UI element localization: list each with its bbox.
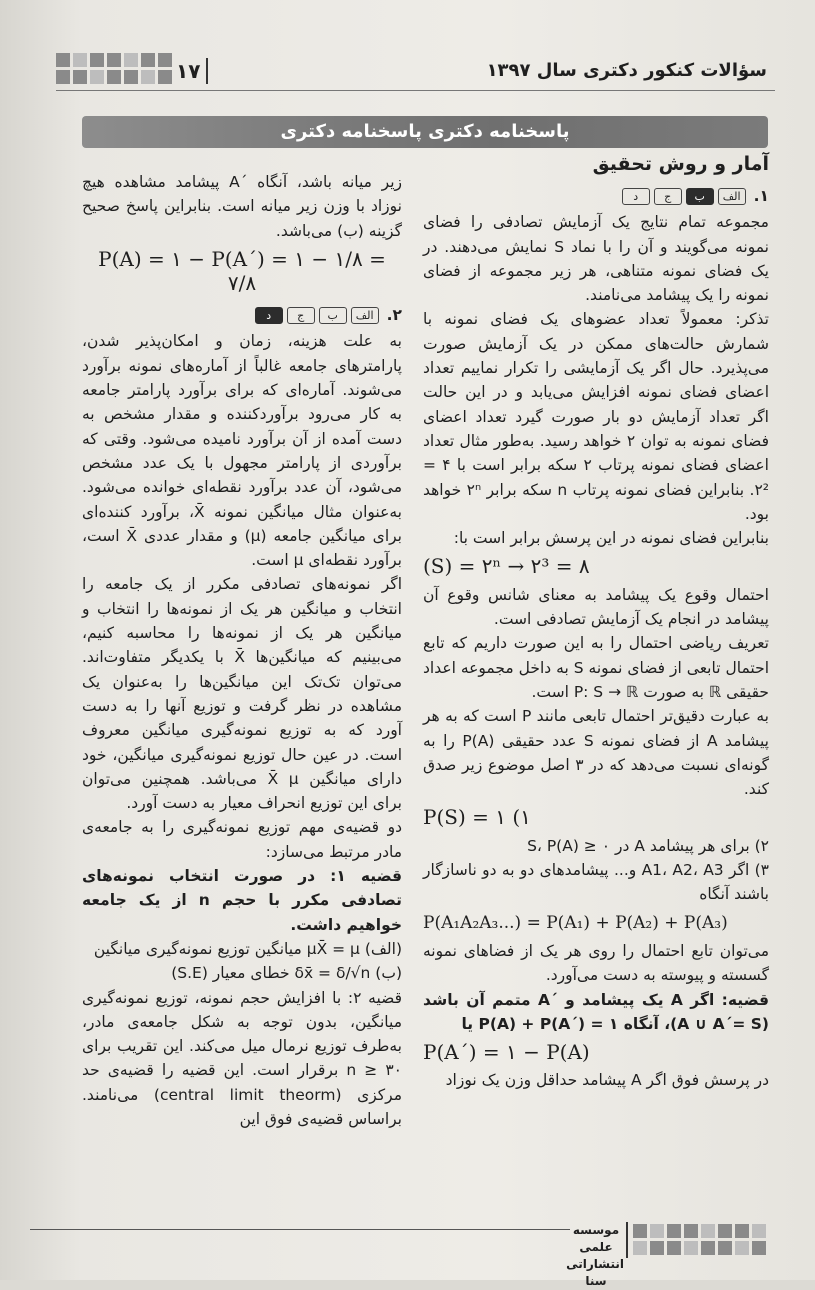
section-banner: پاسخنامه دکتری پاسخنامه دکتری (82, 116, 768, 148)
theorem-2: قضیه ۲: با افزایش حجم نمونه، توزیع نمونه‌گیری میانگین، بدون توجه به شکل جامعه‌ی مادر، به‌طرف توزیع نرمال میل می‌کند. این تقریب برای n ≥ ۳۰ برقرار است. این قضیه را قضیه‌ی حد مرکزی (central limit theorm) می‌نامند. براساس قضیه‌ی فوق این (82, 988, 402, 1128)
option-b: ب (319, 307, 347, 324)
paragraph: تعریف ریاضی احتمال را به این صورت داریم که تابع احتمال تابعی از فضای نمونه S به داخل مجموعه اعداد حقیقی ℝ به صورت P: S → ℝ است. (423, 634, 769, 701)
axiom-3: ۳) اگر A1، A2، A3 و... پیشامدهای دو به دو ناسازگار باشند آنگاه (423, 861, 769, 904)
question-number: ۱. (753, 187, 769, 206)
section-title: آمار و روش تحقیق (592, 153, 769, 175)
running-header: سؤالات کنکور دکتری سال ۱۳۹۷ (486, 60, 767, 81)
paragraph: مجموعه تمام نتایج یک آزمایش تصادفی را فضای نمونه می‌گویند و آن را با نماد S نمایش می‌دهند. در یک فضای نمونه متناهی، هر زیر مجموعه از فضای نمونه را یک پیشامد می‌نامند. (423, 213, 769, 305)
paragraph: اگر نمونه‌های تصادفی مکرر از یک جامعه را انتخاب و میانگین هر یک از نمونه‌ها را انتخاب و میانگین هر یک از نمونه‌ها را محاسبه کنیم، می‌بینیم که میانگین‌ها X̄ با یکدیگر متفاوت‌اند. می‌توان تک‌تک این میانگین‌ها را به‌عنوان یک مشاهده در نظر گرفت و توزیع آنها را به دست آورد که به توزیع نمونه‌گیری میانگین معروف است. در عین حال توزیع نمونه‌گیری میانگین، خود دارای میانگین X̄ μ می‌باشد. همچنین می‌توان برای این توزیع انحراف معیار به دست آورد. (82, 575, 402, 813)
item-b: (ب) δx̄ = δ/√n خطای معیار (S.E) (171, 964, 402, 983)
left-column (82, 170, 402, 1131)
page-number: ۱۷ (176, 59, 201, 83)
axiom-2: ۲) برای هر پیشامد A در S، P(A) ≥ ۰ (527, 836, 769, 855)
option-a: الف (718, 188, 746, 205)
header-divider (206, 58, 208, 84)
formula: P(A´) = ۱ − P(A) (423, 1040, 590, 1065)
paragraph: به عبارت دقیق‌تر احتمال تابعی مانند P است که به هر پیشامد A از فضای نمونه S عدد حقیقی P(A) را به گونه‌ای نسبت می‌دهد که در ۳ اصل موضوع زیر صدق کند. (423, 707, 769, 799)
option-c: ج (654, 188, 682, 205)
right-column (423, 152, 769, 1093)
paragraph: بنابراین فضای نمونه در این پرسش برابر است با: (453, 529, 769, 548)
question-number: ۲. (386, 306, 402, 325)
paragraph: احتمال وقوع یک پیشامد به معنای شانس وقوع آن پیشامد در انجام یک آزمایش تصادفی است. (423, 585, 769, 629)
theorem: قضیه: اگر A یک پیشامد و ´A متمم آن باشد (A ∪ A´= S)، آنگاه P(A) + P(A´) = ۱ یا (423, 990, 770, 1033)
paragraph: تذکر: معمولاً تعداد عضوهای یک فضای نمونه با شمارش حالت‌های ممکن در یک آزمایش صورت می‌پذیرد. حال اگر یک آزمایشی را تکرار نماییم تعداد اعضای فضای نمونه افزایش می‌یابد و در این حالت اگر تعداد آزمایش دو بار صورت گیرد تعداد اعضای فضای نمونه به توان ۲ خواهد رسید. به‌طور مثال تعداد اعضای فضای نمونه پرتاب ۲ سکه برابر است با ۴ = ۲². بنابراین فضای نمونه پرتاب n سکه برابر ۲ⁿ خواهد بود. (423, 310, 769, 523)
paragraph: زیر میانه باشد، آنگاه ´A پیشامد مشاهده هیچ نوزاد با وزن زیر میانه است. بنابراین پاسخ صحیح گزینه (ب) می‌باشد. (82, 173, 403, 240)
paragraph: در پرسش فوق اگر A پیشامد حداقل وزن یک نوزاد (445, 1071, 769, 1090)
option-c: ج (287, 307, 315, 324)
footer-divider (626, 1222, 628, 1258)
theorem-1: قضیه ۱: در صورت انتخاب نمونه‌های تصادفی مکرر با حجم n از یک جامعه خواهیم داشت. (82, 867, 402, 934)
header-decoration (56, 53, 172, 84)
formula: P(A₁A₂A₃...) = P(A₁) + P(A₂) + P(A₃) (423, 912, 728, 933)
publisher-line-2: انتشاراتی سنا (566, 1257, 624, 1288)
paragraph: می‌توان تابع احتمال را روی هر یک از فضاهای نمونه گسسته و پیوسته به دست می‌آورد. (423, 941, 769, 985)
header-rule (56, 90, 775, 91)
footer-decoration (633, 1224, 766, 1255)
option-d: د (622, 188, 650, 205)
item-a: (الف) μX̄ = μ میانگین توزیع نمونه‌گیری میانگین (93, 939, 402, 958)
footer-rule (30, 1229, 570, 1230)
question-1-options (423, 186, 769, 206)
paragraph: به علت هزینه، زمان و امکان‌پذیر شدن، پارامترهای جامعه غالباً از آماره‌های نمونه برآورد می‌شوند. آماره‌ای که برای برآورد پارامتر جامعه به کار می‌رود برآوردکننده و مقدار مشخص به دست آمده از آن برآورد نامیده می‌شود. وقتی که برآوردی از پارامتر مجهول با یک عدد مشخص می‌شود، آن عدد برآورد نقطه‌ای خوانده می‌شود. به‌عنوان مثال میانگین نمونه X̄، برآورد کننده‌ای برای میانگین جامعه (μ) و مقدار عددی X̄ است، برآورد نقطه‌ای μ است. (82, 332, 402, 570)
paragraph: دو قضیه‌ی مهم توزیع نمونه‌گیری را به جامعه‌ی مادر مرتبط می‌سازد: (82, 818, 402, 861)
option-a: الف (351, 307, 379, 324)
option-b-selected: ب (686, 188, 714, 205)
question-2-options (82, 305, 402, 325)
formula: P(A) = ۱ − P(A´) = ۱ − ۱/۸ = ۷/۸ (98, 246, 386, 296)
publisher-line-1: موسسه علمی (572, 1223, 620, 1254)
axiom-1: P(S) = ۱ (۱ (423, 805, 531, 830)
formula: (S) = ۲ⁿ → ۲³ = ۸ (423, 554, 590, 579)
option-d-selected: د (255, 307, 283, 324)
